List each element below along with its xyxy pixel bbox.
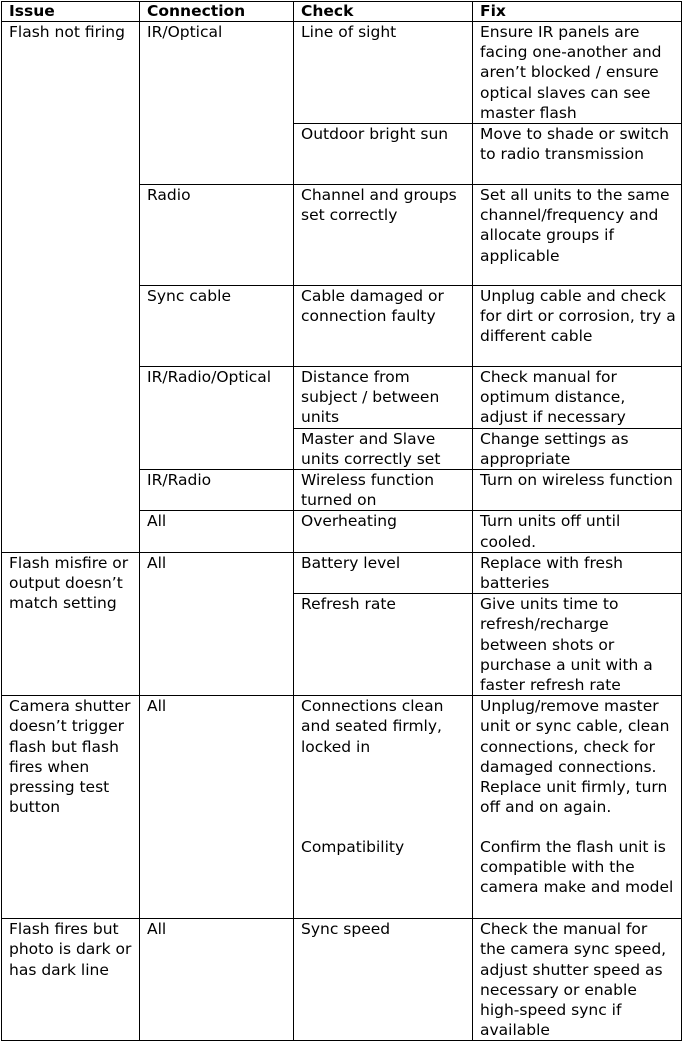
issue-cell: Flash fires but photo is dark or has dark line xyxy=(2,919,140,1041)
table-row xyxy=(2,552,682,593)
issue-cell: Flash not firing xyxy=(2,22,140,553)
fix-cell: Unplug/remove master unit or sync cable, clean connections, check for damaged connections. Replace unit firmly, turn off and on again. xyxy=(473,696,682,837)
check-cell: Compatibility xyxy=(294,837,473,919)
check-cell: Master and Slave units correctly set xyxy=(294,428,473,469)
check-cell: Battery level xyxy=(294,552,473,593)
connection-cell: All xyxy=(140,696,294,919)
connection-cell: All xyxy=(140,552,294,695)
check-cell: Channel and groups set correctly xyxy=(294,185,473,286)
fix-cell: Set all units to the same channel/frequency and allocate groups if applicable xyxy=(473,185,682,286)
fix-cell: Change settings as appropriate xyxy=(473,428,682,469)
troubleshooting-table xyxy=(1,1,682,1041)
fix-cell: Turn units off until cooled. xyxy=(473,511,682,552)
check-cell: Overheating xyxy=(294,511,473,552)
fix-cell: Move to shade or switch to radio transmission xyxy=(473,124,682,185)
check-cell: Sync speed xyxy=(294,919,473,1041)
check-cell: Cable damaged or connection faulty xyxy=(294,286,473,367)
connection-cell: IR/Radio/Optical xyxy=(140,367,294,470)
table-row xyxy=(2,919,682,1041)
fix-cell: Ensure IR panels are facing one-another and aren’t blocked / ensure optical slaves can see master flash xyxy=(473,22,682,124)
connection-cell: All xyxy=(140,919,294,1041)
connection-cell: Sync cable xyxy=(140,286,294,367)
fix-cell: Confirm the flash unit is compatible with the camera make and model xyxy=(473,837,682,919)
check-cell: Outdoor bright sun xyxy=(294,124,473,185)
header-fix: Fix xyxy=(473,2,682,22)
table-row xyxy=(2,696,682,837)
issue-cell: Camera shutter doesn’t trigger flash but flash fires when pressing test button xyxy=(2,696,140,919)
connection-cell: All xyxy=(140,511,294,552)
check-cell: Distance from subject / between units xyxy=(294,367,473,429)
connection-cell: Radio xyxy=(140,185,294,286)
fix-cell: Unplug cable and check for dirt or corrosion, try a different cable xyxy=(473,286,682,367)
fix-cell: Check manual for optimum distance, adjust if necessary xyxy=(473,367,682,429)
fix-cell: Replace with fresh batteries xyxy=(473,552,682,593)
fix-cell: Check the manual for the camera sync speed, adjust shutter speed as necessary or enable high-speed sync if available xyxy=(473,919,682,1041)
check-cell: Line of sight xyxy=(294,22,473,124)
header-row xyxy=(2,2,682,22)
fix-cell: Give units time to refresh/recharge between shots or purchase a unit with a faster refresh rate xyxy=(473,594,682,696)
check-cell: Refresh rate xyxy=(294,594,473,696)
connection-cell: IR/Radio xyxy=(140,470,294,511)
header-issue: Issue xyxy=(2,2,140,22)
check-cell: Wireless function turned on xyxy=(294,470,473,511)
table-row xyxy=(2,22,682,124)
check-cell: Connections clean and seated firmly, locked in xyxy=(294,696,473,837)
fix-cell: Turn on wireless function xyxy=(473,470,682,511)
issue-cell: Flash misfire or output doesn’t match setting xyxy=(2,552,140,695)
header-check: Check xyxy=(294,2,473,22)
header-connection: Connection xyxy=(140,2,294,22)
connection-cell: IR/Optical xyxy=(140,22,294,185)
